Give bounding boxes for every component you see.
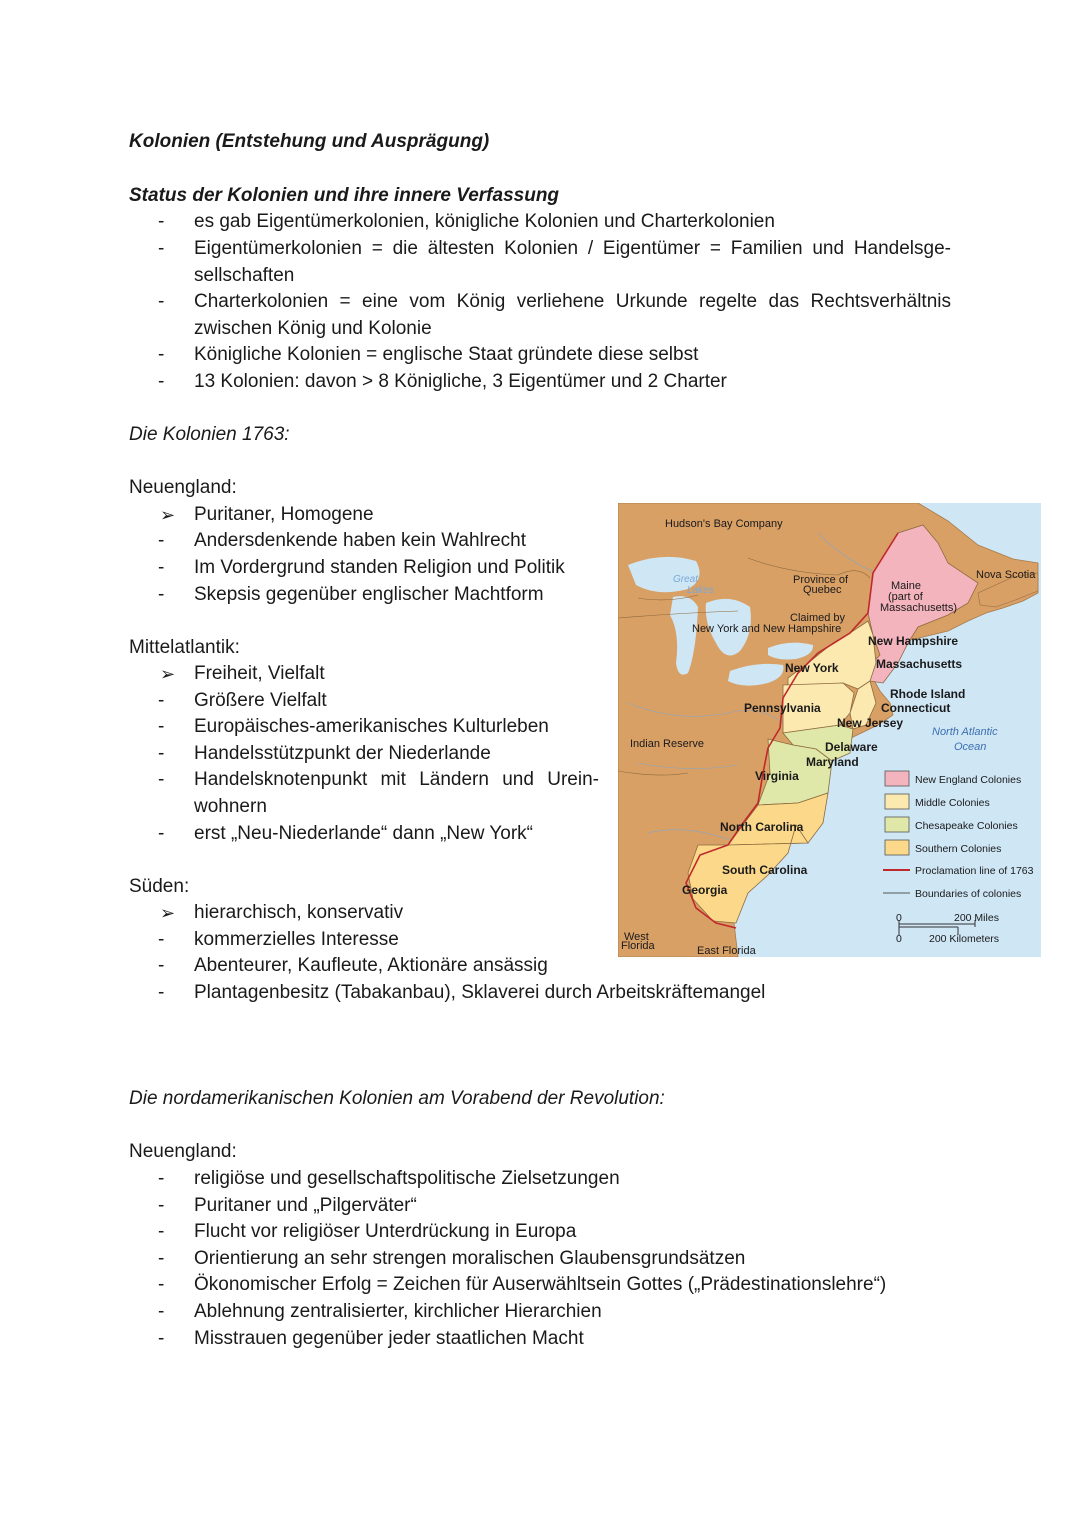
list-item: Misstrauen gegenüber jeder staatlichen Macht [194, 1328, 584, 1349]
bullet-dash: - [158, 238, 165, 259]
label-east-florida: East Florida [697, 945, 756, 957]
bullet-dash: - [158, 955, 165, 976]
bullet-dash: - [158, 1301, 165, 1322]
list-item: erst „Neu-Niederlande“ dann „New York“ [194, 823, 533, 844]
scale-km-label: 200 Kilometers [929, 933, 1000, 945]
arrow-bullet-icon: ➢ [160, 664, 176, 684]
list-item: Ablehnung zentralisierter, kirchlicher Hierarchien [194, 1301, 602, 1322]
bullet-dash: - [158, 371, 165, 392]
list-item: hierarchisch, konservativ [194, 902, 404, 923]
label-rhode-island: Rhode Island [890, 687, 966, 701]
bullet-dash: - [158, 1328, 165, 1349]
region-label-mittelatlantik: Mittelatlantik: [129, 637, 240, 658]
bullet-dash: - [158, 1221, 165, 1242]
label-georgia: Georgia [682, 883, 728, 897]
list-item-continued: wohnern [194, 796, 267, 817]
bullet-dash: - [158, 823, 165, 844]
list-item-continued: zwischen König und Kolonie [194, 318, 432, 339]
legend-swatch-chesapeake [885, 817, 909, 832]
label-hudsons-bay: Hudson's Bay Company [665, 518, 783, 530]
label-connecticut: Connecticut [881, 701, 951, 715]
section-heading-1763: Die Kolonien 1763: [129, 424, 290, 445]
bullet-dash: - [158, 584, 165, 605]
label-claimed-2: New York and New Hampshire [692, 623, 842, 635]
bullet-dash: - [158, 929, 165, 950]
bullet-dash: - [158, 982, 165, 1003]
list-item: Europäisches-amerikanisches Kulturleben [194, 716, 549, 737]
list-item: Ökonomischer Erfolg = Zeichen für Auserwähltsein Gottes („Prädestinationslehre“) [194, 1274, 887, 1295]
label-pennsylvania: Pennsylvania [744, 701, 821, 715]
bullet-dash: - [158, 1168, 165, 1189]
label-virginia: Virginia [755, 769, 799, 783]
list-item: es gab Eigentümerkolonien, königliche Kolonien und Charterkolonien [194, 211, 775, 232]
list-item: Andersdenkende haben kein Wahlrecht [194, 530, 527, 551]
colonies-1763-map [618, 503, 1041, 957]
label-maine-3: Massachusetts) [880, 602, 958, 614]
label-atlantic-2: Ocean [954, 741, 987, 753]
list-item: Abenteurer, Kaufleute, Aktionäre ansässig [194, 955, 548, 976]
legend-label: Southern Colonies [915, 843, 1002, 855]
label-quebec-1: Province of [793, 574, 849, 586]
region-label-sueden: Süden: [129, 876, 190, 897]
bullet-dash: - [158, 211, 165, 232]
list-item: Königliche Kolonien = englische Staat gründete diese selbst [194, 344, 699, 365]
label-new-hampshire: New Hampshire [868, 634, 959, 648]
list-item: Handelsknotenpunkt mit Ländern und Urein- [194, 769, 599, 790]
label-north-carolina: North Carolina [720, 820, 804, 834]
legend-swatch-new-england [885, 771, 909, 786]
label-maryland: Maryland [806, 755, 859, 769]
bullet-dash: - [158, 769, 165, 790]
list-item: Puritaner, Homogene [194, 504, 374, 525]
label-great-lakes-2: Lakes [687, 585, 714, 596]
list-item: Handelsstützpunkt der Niederlande [194, 743, 491, 764]
legend-label: New England Colonies [915, 774, 1022, 786]
list-item-continued: sellschaften [194, 265, 295, 286]
label-delaware: Delaware [825, 740, 878, 754]
list-item: 13 Kolonien: davon > 8 Königliche, 3 Eigentümer und 2 Charter [194, 371, 727, 392]
list-item: Orientierung an sehr strengen moralischen Glaubensgrundsätzen [194, 1248, 746, 1269]
status-heading: Status der Kolonien und ihre innere Verfassung [129, 185, 560, 206]
label-maine-1: Maine [891, 580, 921, 592]
legend-swatch-middle [885, 794, 909, 809]
section-heading-vorabend: Die nordamerikanischen Kolonien am Vorabend der Revolution: [129, 1088, 665, 1109]
label-new-jersey: New Jersey [837, 716, 904, 730]
scale-miles-label: 200 Miles [954, 912, 999, 924]
list-item: religiöse und gesellschaftspolitische Zielsetzungen [194, 1168, 620, 1189]
legend-swatch-southern [885, 840, 909, 855]
label-new-york: New York [785, 661, 839, 675]
list-item: kommerzielles Interesse [194, 929, 399, 950]
legend-label: Middle Colonies [915, 797, 990, 809]
label-west-florida-1: West [624, 931, 649, 943]
arrow-bullet-icon: ➢ [160, 505, 176, 525]
list-item: Größere Vielfalt [194, 690, 327, 711]
list-item: Freiheit, Vielfalt [194, 663, 325, 684]
label-quebec-2: Quebec [803, 584, 842, 596]
list-item: Im Vordergrund standen Religion und Politik [194, 557, 565, 578]
bullet-dash: - [158, 1248, 165, 1269]
label-massachusetts: Massachusetts [876, 657, 963, 671]
label-south-carolina: South Carolina [722, 863, 808, 877]
bullet-dash: - [158, 743, 165, 764]
label-claimed-1: Claimed by [790, 612, 846, 624]
bullet-dash: - [158, 1195, 165, 1216]
label-atlantic-1: North Atlantic [932, 726, 998, 738]
label-nova-scotia: Nova Scotia [976, 569, 1036, 581]
region-label-neuengland-2: Neuengland: [129, 1141, 237, 1162]
list-item: Charterkolonien = eine vom König verliehene Urkunde regelte das Rechtsverhältnis [194, 291, 951, 312]
list-item: Eigentümerkolonien = die ältesten Kolonien / Eigentümer = Familien und Handelsge- [194, 238, 951, 259]
bullet-dash: - [158, 1274, 165, 1295]
legend-label: Boundaries of colonies [915, 888, 1022, 900]
bullet-dash: - [158, 530, 165, 551]
label-great-lakes-1: Great [673, 574, 699, 585]
bullet-dash: - [158, 690, 165, 711]
label-maine-2: (part of [888, 591, 923, 603]
list-item: Puritaner und „Pilgerväter“ [194, 1195, 417, 1216]
list-item: Plantagenbesitz (Tabakanbau), Sklaverei durch Arbeitskräftemangel [194, 982, 766, 1003]
list-item: Flucht vor religiöser Unterdrückung in Europa [194, 1221, 577, 1242]
page-title: Kolonien (Entstehung und Ausprägung) [129, 131, 490, 152]
bullet-dash: - [158, 344, 165, 365]
bullet-dash: - [158, 557, 165, 578]
legend-label: Proclamation line of 1763 [915, 865, 1034, 877]
scale-zero-miles: 0 [896, 912, 902, 924]
bullet-dash: - [158, 291, 165, 312]
label-west-florida-2: Florida [621, 940, 655, 952]
label-indian-reserve: Indian Reserve [630, 738, 704, 750]
arrow-bullet-icon: ➢ [160, 903, 176, 923]
scale-zero-km: 0 [896, 933, 902, 945]
bullet-dash: - [158, 716, 165, 737]
list-item: Skepsis gegenüber englischer Machtform [194, 584, 544, 605]
region-label-neuengland: Neuengland: [129, 477, 237, 498]
legend-label: Chesapeake Colonies [915, 820, 1018, 832]
